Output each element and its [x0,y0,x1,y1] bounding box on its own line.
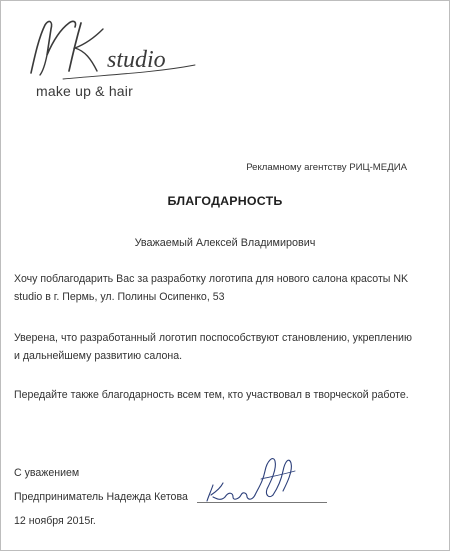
paragraph-confidence: Уверена, что разработанный логотип поспособствуют становлению, укреплению и дальнейшему развитию салона. [14,332,412,362]
paragraph-thanks-team: Передайте также благодарность всем тем, кто участвовал в творческой работе. [14,389,409,401]
document-title: БЛАГОДАРНОСТЬ [167,194,283,208]
handwritten-signature [203,441,303,519]
greeting: Уважаемый Алексей Владимирович [134,237,316,249]
signer-name: Предприниматель Надежда Кетова [14,491,188,503]
logo-tagline: make up & hair [36,83,133,99]
svg-text:studio: studio [107,47,166,73]
paragraph-gratitude: Хочу поблагодарить Вас за разработку логотипа для нового салона красоты NK studio в г. Пермь, ул. Полины Осипенко, 53 [14,273,409,303]
date: 12 ноября 2015г. [14,515,96,527]
closing: С уважением [14,467,80,479]
addressee: Рекламному агентству РИЦ-МЕДИА [246,162,407,173]
nk-studio-logo-mark [23,15,198,85]
